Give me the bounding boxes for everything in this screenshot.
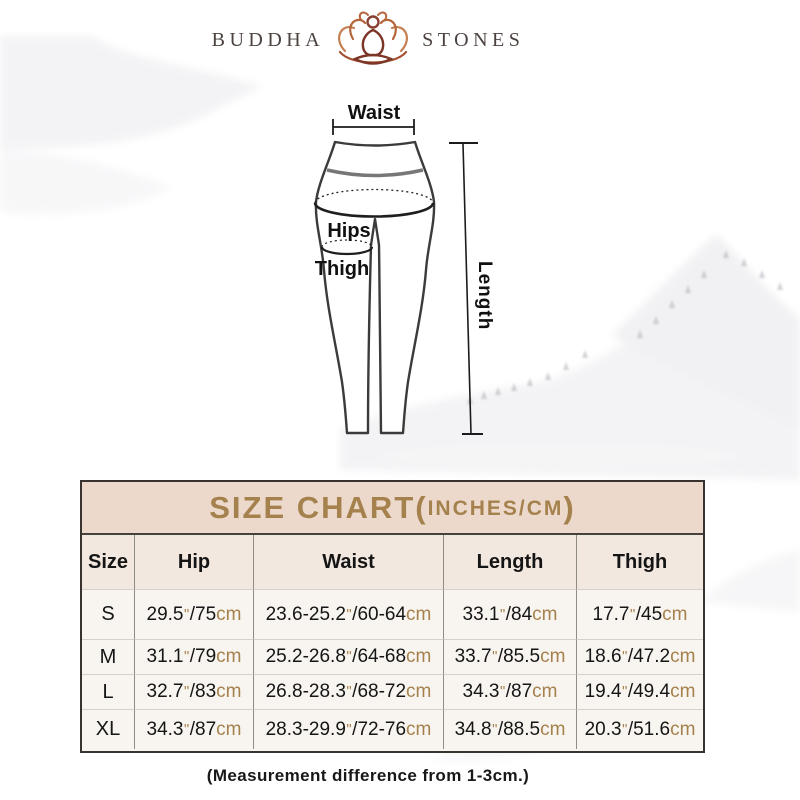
thigh-cell: 19.4 " /49.4 cm <box>576 674 703 709</box>
hips-label: Hips <box>327 220 371 242</box>
waist-label: Waist <box>347 102 401 124</box>
hip-cell: 31.1 " /79 cm <box>134 639 253 674</box>
length-cell: 34.8 " /88.5 cm <box>443 709 576 749</box>
lotus-meditation-icon <box>331 9 415 71</box>
waist-cell: 26.8-28.3 " /68-72 cm <box>253 674 443 709</box>
length-cell: 33.7 " /85.5 cm <box>443 639 576 674</box>
size-chart-title <box>82 482 703 535</box>
length-cell: 33.1 " /84 cm <box>443 589 576 639</box>
size-cell: M <box>82 639 134 674</box>
hip-cell: 29.5 " /75 cm <box>134 589 253 639</box>
size-chart-title-close: ) <box>563 489 576 525</box>
thigh-label: Thigh <box>314 258 370 280</box>
measurement-note: (Measurement difference from 1-3cm.) <box>206 766 530 785</box>
column-header-waist: Waist <box>253 535 443 589</box>
brand-left-text: BUDDHA <box>211 28 325 51</box>
thigh-cell: 18.6 " /47.2 cm <box>576 639 703 674</box>
size-cell: S <box>82 589 134 639</box>
length-cell: 34.3 " /87 cm <box>443 674 576 709</box>
column-header-size: Size <box>82 535 134 589</box>
column-header-thigh: Thigh <box>576 535 703 589</box>
size-chart-table <box>80 480 705 753</box>
leggings-measurement-diagram <box>303 93 507 450</box>
hip-cell: 32.7 " /83 cm <box>134 674 253 709</box>
column-header-length: Length <box>443 535 576 589</box>
waist-cell: 23.6-25.2 " /60-64 cm <box>253 589 443 639</box>
size-cell: L <box>82 674 134 709</box>
size-chart-title-main: SIZE CHART( <box>209 489 428 525</box>
brand-right-text: STONES <box>422 28 525 51</box>
leggings-outline <box>316 142 434 433</box>
hip-cell: 34.3 " /87 cm <box>134 709 253 749</box>
size-cell: XL <box>82 709 134 749</box>
thigh-cell: 20.3 " /51.6 cm <box>576 709 703 749</box>
thigh-cell: 17.7 " /45 cm <box>576 589 703 639</box>
waist-cell: 28.3-29.9 " /72-76 cm <box>253 709 443 749</box>
size-chart-grid <box>82 535 703 749</box>
column-header-hip: Hip <box>134 535 253 589</box>
length-label: Length <box>474 261 495 331</box>
size-chart-title-units: INCHES/CM <box>427 497 564 520</box>
brand-logo <box>0 8 768 72</box>
waist-cell: 25.2-26.8 " /64-68 cm <box>253 639 443 674</box>
